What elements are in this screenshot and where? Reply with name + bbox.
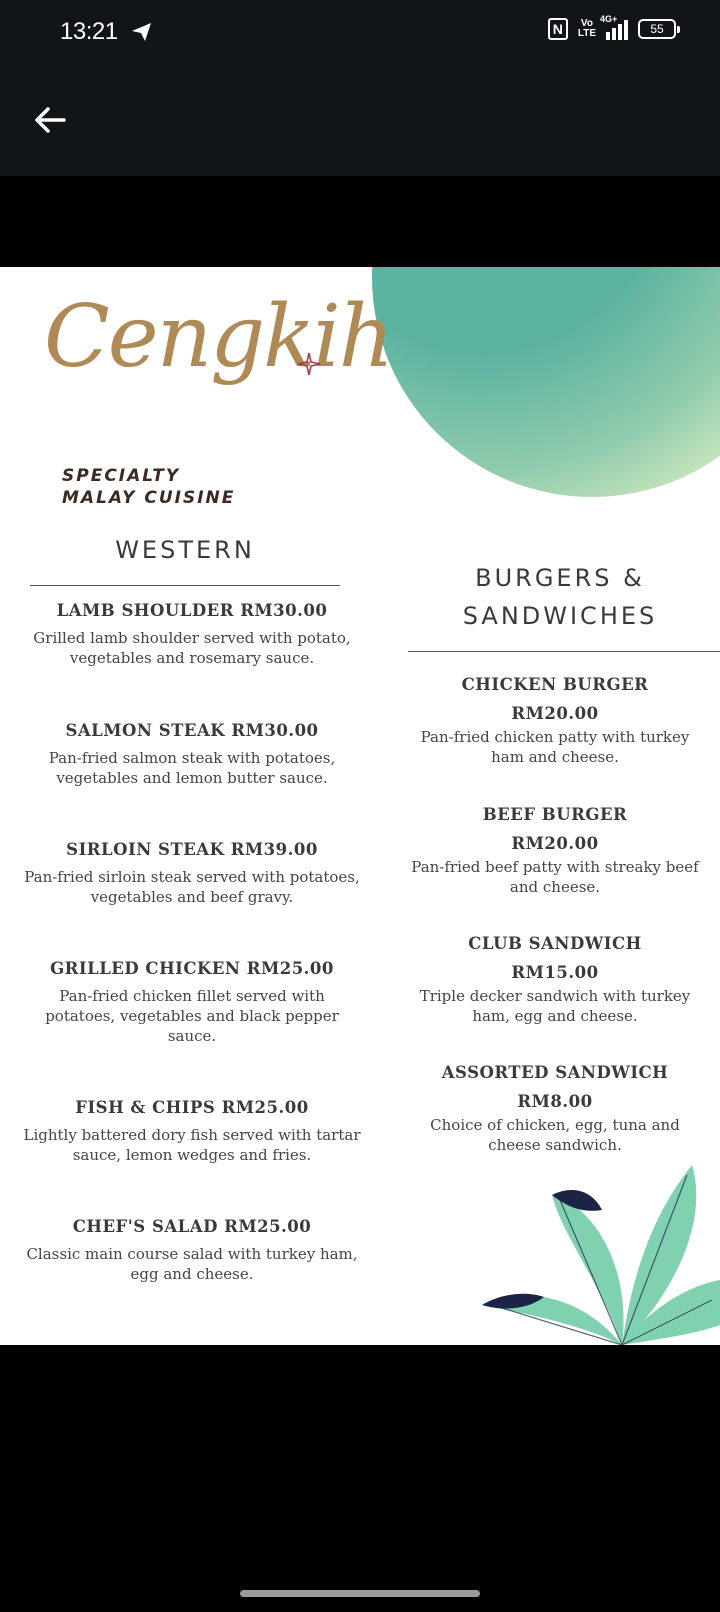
logo-script: Cengkih [44, 287, 393, 387]
logo-tagline: SPECIALTY MALAY CUISINE [62, 466, 236, 508]
flower-icon [296, 351, 322, 377]
western-item-5: FISH & CHIPS RM25.00 Lightly battered dory fish served with tartar sauce, lemon wedges and fries. [23, 1098, 361, 1164]
leaf-decoration-icon [482, 1155, 720, 1345]
volte-icon: Vo LTE [577, 18, 596, 39]
app-bar [0, 64, 720, 176]
burgers-divider [408, 651, 720, 652]
western-item-2: SALMON STEAK RM30.00 Pan-fried salmon steak with potatoes, vegetables and lemon butter sauce. [48, 721, 336, 787]
telegram-send-icon [130, 20, 154, 44]
western-title: WESTERN [115, 536, 255, 564]
burgers-item-1: CHICKEN BURGER RM20.00 Pan-fried chicken patty with turkey ham and cheese. [420, 675, 690, 766]
home-indicator[interactable] [240, 1590, 480, 1597]
burgers-title: BURGERS & SANDWICHES [462, 564, 658, 630]
burgers-item-3: CLUB SANDWICH RM15.00 Triple decker sandwich with turkey ham, egg and cheese. [419, 934, 691, 1025]
restaurant-logo [40, 287, 393, 508]
burgers-item-2: BEEF BURGER RM20.00 Pan-fried beef patty with streaky beef and cheese. [411, 805, 699, 896]
status-bar [0, 0, 720, 64]
western-item-3: SIRLOIN STEAK RM39.00 Pan-fried sirloin steak served with potatoes, vegetables and beef gravy. [24, 840, 360, 906]
burgers-item-4: ASSORTED SANDWICH RM8.00 Choice of chicken, egg, tuna and cheese sandwich. [430, 1063, 680, 1154]
western-item-6: CHEF'S SALAD RM25.00 Classic main course salad with turkey ham, egg and cheese. [26, 1217, 358, 1283]
battery-icon: 55 [638, 19, 676, 39]
western-item-4: GRILLED CHICKEN RM25.00 Pan-fried chicken fillet served with potatoes, vegetables and black pepper sauce. [45, 959, 339, 1045]
status-time: 13:21 [60, 18, 118, 45]
back-arrow-icon[interactable] [28, 98, 72, 142]
nfc-icon: N [548, 18, 568, 40]
western-divider [30, 585, 340, 586]
western-item-1: LAMB SHOULDER RM30.00 Grilled lamb shoulder served with potato, vegetables and rosemary sauce. [33, 601, 351, 667]
teal-speckle-circle [372, 267, 720, 497]
menu-image [0, 267, 720, 1345]
signal-icon: 4G+ [606, 18, 628, 40]
